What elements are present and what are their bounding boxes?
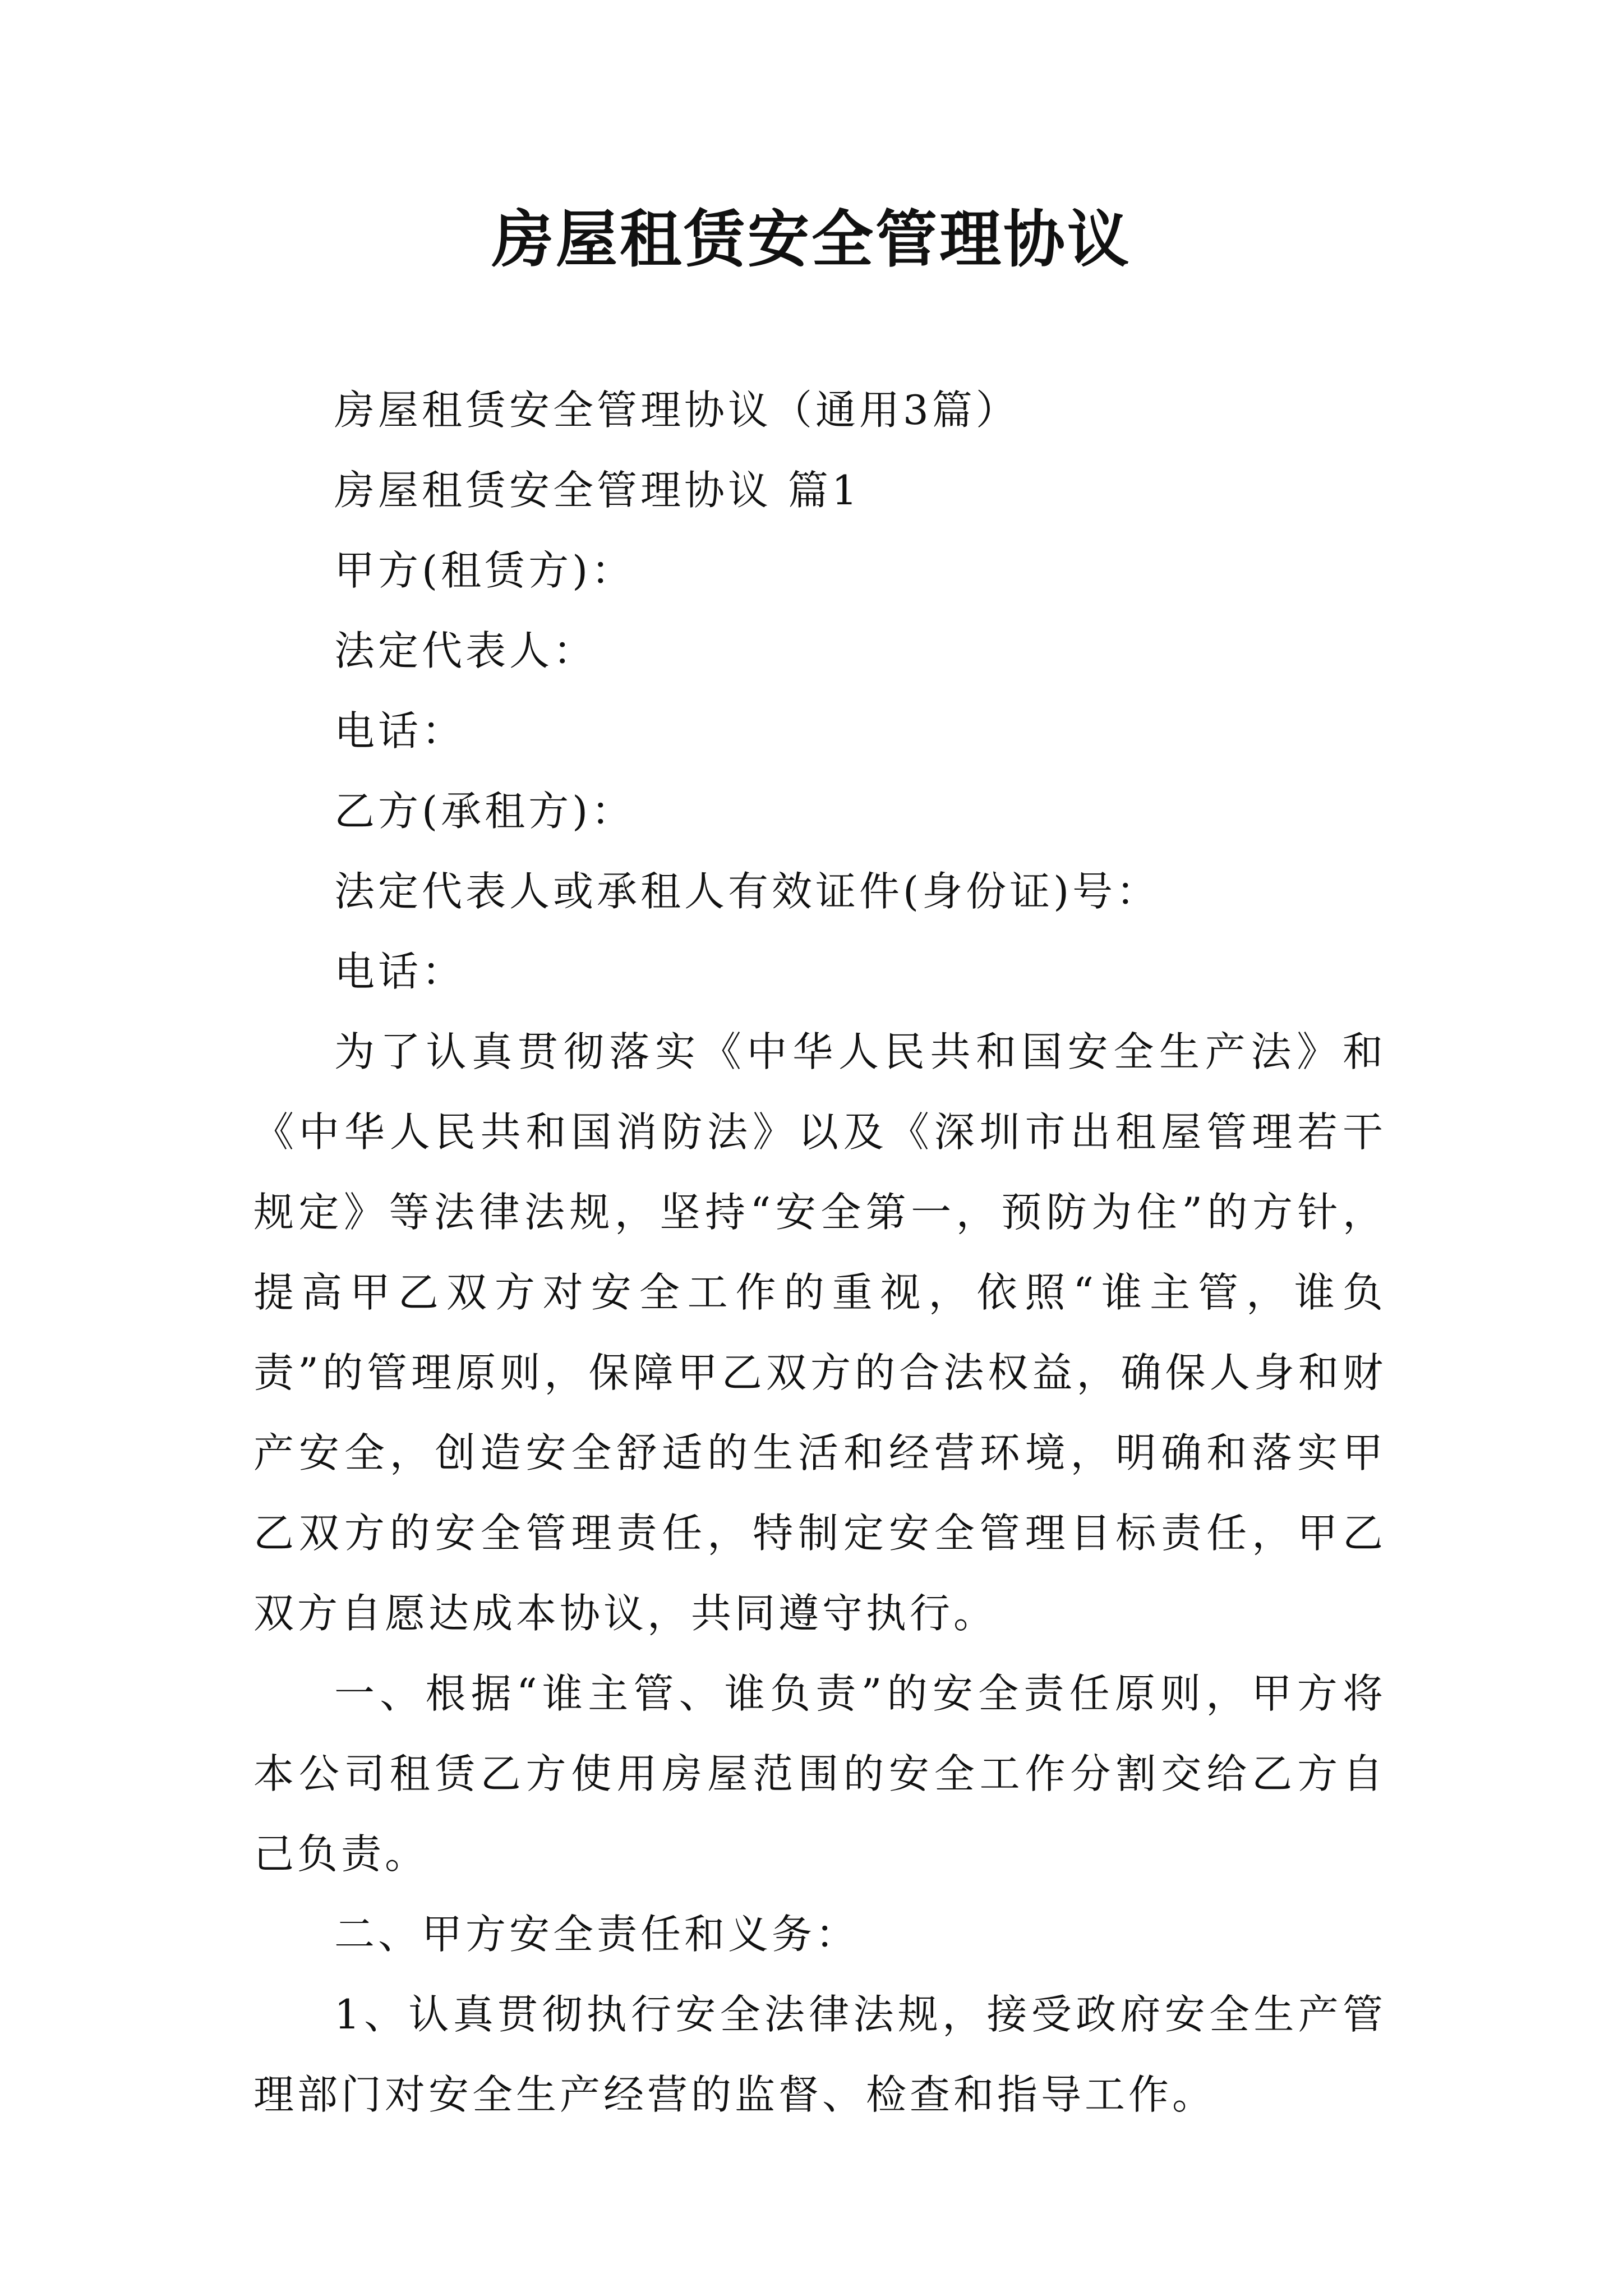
- party-b-label: 乙方(承租方)：: [334, 788, 635, 835]
- preamble-paragraph: 为了认真贯彻落实《中华人民共和国安全生产法》和《中华人民共和国消防法》以及《深圳市出租屋管理若干规定》等法律法规，坚持“安全第一，预防为住”的方针，提高甲乙双方对安全工作的重视，依照“谁主管，谁负责”的管理原则，保障甲乙双方的合法权益，确保人身和财产安全，创造安全舒适的生活和经营环境，明确和落实甲乙双方的安全管理责任，特制定安全管理目标责任，甲乙双方自愿达成本协议，共同遵守执行。: [253, 1028, 1386, 1637]
- subtitle-paragraph: 房屋租赁安全管理协议（通用3篇）: [334, 386, 1020, 434]
- party-a-phone-label: 电话：: [334, 707, 466, 754]
- document-title: 房屋租赁安全管理协议: [492, 203, 1131, 275]
- party-a-representative-label: 法定代表人：: [334, 627, 597, 674]
- clause-one-paragraph: 一、根据“谁主管、谁负责”的安全责任原则，甲方将本公司租赁乙方使用房屋范围的安全工作分割交给乙方自己负责。: [253, 1670, 1386, 1878]
- document-body: [253, 370, 1386, 2135]
- section-heading: 房屋租赁安全管理协议 篇1: [334, 467, 861, 514]
- clause-two-item-one: 1、认真贯彻执行安全法律法规，接受政府安全生产管理部门对安全生产经营的监督、检查和指导工作。: [253, 1991, 1386, 2118]
- party-b-phone-label: 电话：: [334, 948, 466, 995]
- party-b-id-label: 法定代表人或承租人有效证件(身份证)号：: [334, 868, 1160, 915]
- party-a-label: 甲方(租赁方)：: [334, 547, 635, 594]
- clause-two-heading: 二、甲方安全责任和义务：: [334, 1911, 860, 1958]
